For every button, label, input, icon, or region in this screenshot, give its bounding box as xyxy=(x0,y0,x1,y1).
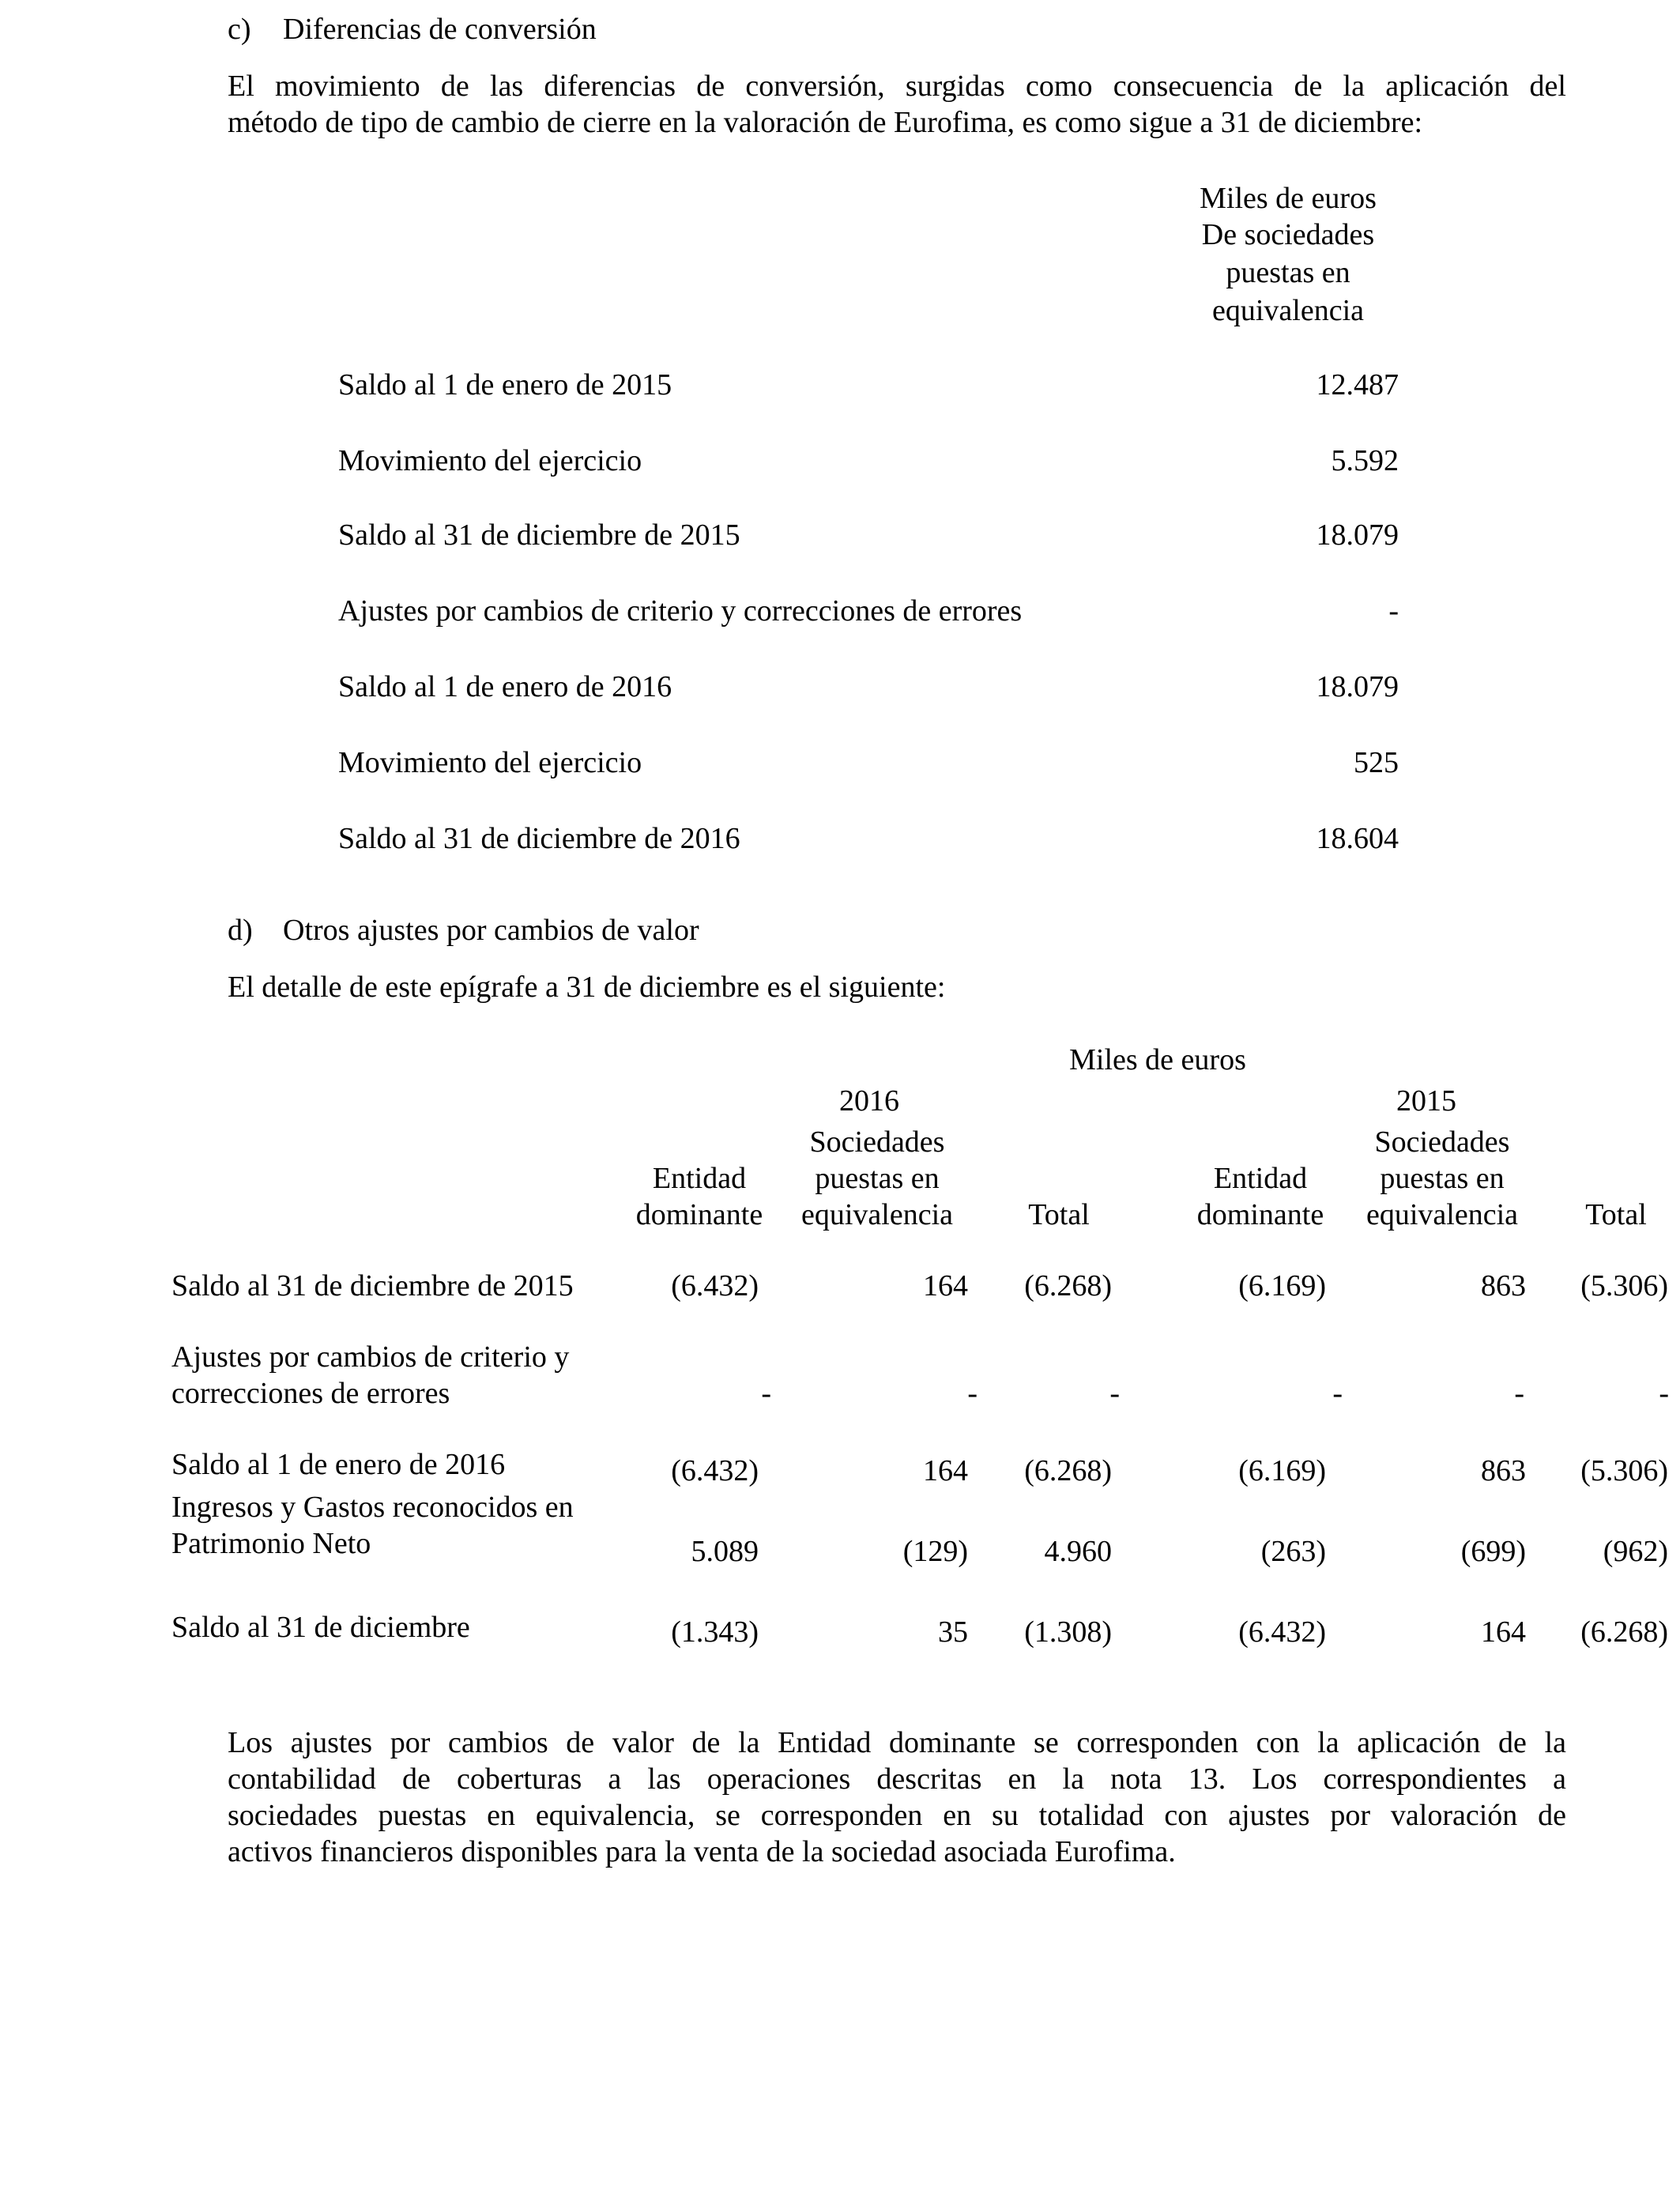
table-cell: (6.432) xyxy=(671,1269,759,1302)
table-cell: (129) xyxy=(902,1535,968,1568)
table-cell: (6.268) xyxy=(1024,1454,1112,1487)
section-c-row-label: Saldo al 1 de enero de 2015 xyxy=(338,368,672,401)
table-cell: - xyxy=(1514,1377,1524,1410)
section-c-row-value: 18.079 xyxy=(1316,670,1399,703)
table-cell: 35 xyxy=(938,1615,968,1649)
section-c-letter: c) xyxy=(228,13,251,46)
section-c-intro-line-1: El movimiento de las diferencias de conversión, surgidas como consecuencia de la aplicación del xyxy=(228,70,1566,103)
col-sociedades-2015-line-2: puestas en xyxy=(1380,1162,1505,1195)
section-c-column-header-4: equivalencia xyxy=(1211,294,1364,327)
table-cell: (699) xyxy=(1460,1535,1526,1568)
col-total-2016: Total xyxy=(1028,1198,1090,1231)
table-cell: (6.432) xyxy=(671,1454,759,1487)
col-total-2015: Total xyxy=(1585,1198,1647,1231)
table-cell: (263) xyxy=(1260,1535,1326,1568)
section-c-column-header-3: puestas en xyxy=(1226,256,1350,289)
table-cell: - xyxy=(967,1377,977,1410)
col-sociedades-2016-line-3: equivalencia xyxy=(800,1198,953,1231)
table-cell: 863 xyxy=(1481,1454,1526,1487)
col-entidad-2016-line-2: dominante xyxy=(635,1198,763,1231)
table-cell: (6.432) xyxy=(1238,1615,1326,1649)
section-c-column-header-2: De sociedades xyxy=(1201,218,1375,251)
col-sociedades-2016-line-1: Sociedades xyxy=(809,1125,945,1159)
closing-paragraph-line-2: contabilidad de coberturas a las operaciones descritas en la nota 13. Los correspondientes a xyxy=(228,1762,1566,1796)
table-cell: (6.268) xyxy=(1024,1269,1112,1302)
table-cell: 164 xyxy=(923,1454,968,1487)
table-cell: (1.343) xyxy=(671,1615,759,1649)
closing-paragraph-line-3: sociedades puestas en equivalencia, se corresponden en su totalidad con ajustes por valoración de xyxy=(228,1799,1566,1832)
col-sociedades-2016-line-2: puestas en xyxy=(815,1162,940,1195)
table-year-2015: 2015 xyxy=(1396,1084,1456,1118)
col-entidad-2015-line-2: dominante xyxy=(1196,1198,1324,1231)
table-cell: (962) xyxy=(1603,1535,1668,1568)
section-c-row-label: Saldo al 31 de diciembre de 2016 xyxy=(338,822,740,855)
col-sociedades-2015-line-3: equivalencia xyxy=(1365,1198,1518,1231)
table-cell: - xyxy=(1109,1377,1120,1410)
table-cell: 4.960 xyxy=(1044,1535,1112,1568)
col-sociedades-2015-line-1: Sociedades xyxy=(1374,1125,1510,1159)
col-entidad-2016-line-1: Entidad xyxy=(652,1162,747,1195)
table-cell: 164 xyxy=(1481,1615,1526,1649)
section-c-row-value: 12.487 xyxy=(1316,368,1399,401)
section-c-row-value: 18.604 xyxy=(1316,822,1399,855)
section-d-heading: Otros ajustes por cambios de valor xyxy=(283,914,699,947)
table-row-label: Ajustes por cambios de criterio y xyxy=(171,1340,570,1374)
section-c-row-label: Saldo al 1 de enero de 2016 xyxy=(338,670,672,703)
section-c-row-label: Saldo al 31 de diciembre de 2015 xyxy=(338,518,740,552)
section-d-intro: El detalle de este epígrafe a 31 de diciembre es el siguiente: xyxy=(228,971,946,1004)
table-row-label: Patrimonio Neto xyxy=(171,1527,371,1560)
section-c-row-label: Movimiento del ejercicio xyxy=(338,746,642,779)
table-cell: - xyxy=(761,1377,771,1410)
table-row-label: Ingresos y Gastos reconocidos en xyxy=(171,1491,574,1524)
table-row-label: Saldo al 31 de diciembre xyxy=(171,1611,470,1644)
section-c-row-value: - xyxy=(1388,594,1399,628)
table-cell: (6.169) xyxy=(1238,1454,1326,1487)
closing-paragraph-line-1: Los ajustes por cambios de valor de la Entidad dominante se corresponden con la aplicación de la xyxy=(228,1726,1566,1759)
table-cell: (5.306) xyxy=(1580,1269,1668,1302)
table-cell: (6.169) xyxy=(1238,1269,1326,1302)
table-row-label: Saldo al 31 de diciembre de 2015 xyxy=(171,1269,574,1302)
section-c-intro-line-2: método de tipo de cambio de cierre en la valoración de Eurofima, es como sigue a 31 de diciembre: xyxy=(228,106,1423,139)
section-d-letter: d) xyxy=(228,914,253,947)
table-cell: (5.306) xyxy=(1580,1454,1668,1487)
table-cell: 863 xyxy=(1481,1269,1526,1302)
table-cell: - xyxy=(1332,1377,1343,1410)
table-cell: 5.089 xyxy=(691,1535,759,1568)
table-unit-header: Miles de euros xyxy=(1069,1043,1246,1076)
section-c-row-label: Ajustes por cambios de criterio y correcciones de errores xyxy=(338,594,1023,628)
table-year-2016: 2016 xyxy=(839,1084,899,1118)
col-entidad-2015-line-1: Entidad xyxy=(1213,1162,1308,1195)
table-cell: - xyxy=(1659,1377,1669,1410)
table-cell: (1.308) xyxy=(1024,1615,1112,1649)
section-c-row-value: 525 xyxy=(1354,746,1399,779)
section-c-row-value: 5.592 xyxy=(1331,444,1399,477)
section-c-row-label: Movimiento del ejercicio xyxy=(338,444,642,477)
table-cell: (6.268) xyxy=(1580,1615,1668,1649)
table-cell: 164 xyxy=(923,1269,968,1302)
table-row-label: correcciones de errores xyxy=(171,1377,450,1410)
closing-paragraph-line-4: activos financieros disponibles para la venta de la sociedad asociada Eurofima. xyxy=(228,1835,1176,1868)
section-c-column-header-1: Miles de euros xyxy=(1200,182,1377,215)
section-c-row-value: 18.079 xyxy=(1316,518,1399,552)
table-row-label: Saldo al 1 de enero de 2016 xyxy=(171,1448,506,1481)
section-c-heading: Diferencias de conversión xyxy=(283,13,597,46)
